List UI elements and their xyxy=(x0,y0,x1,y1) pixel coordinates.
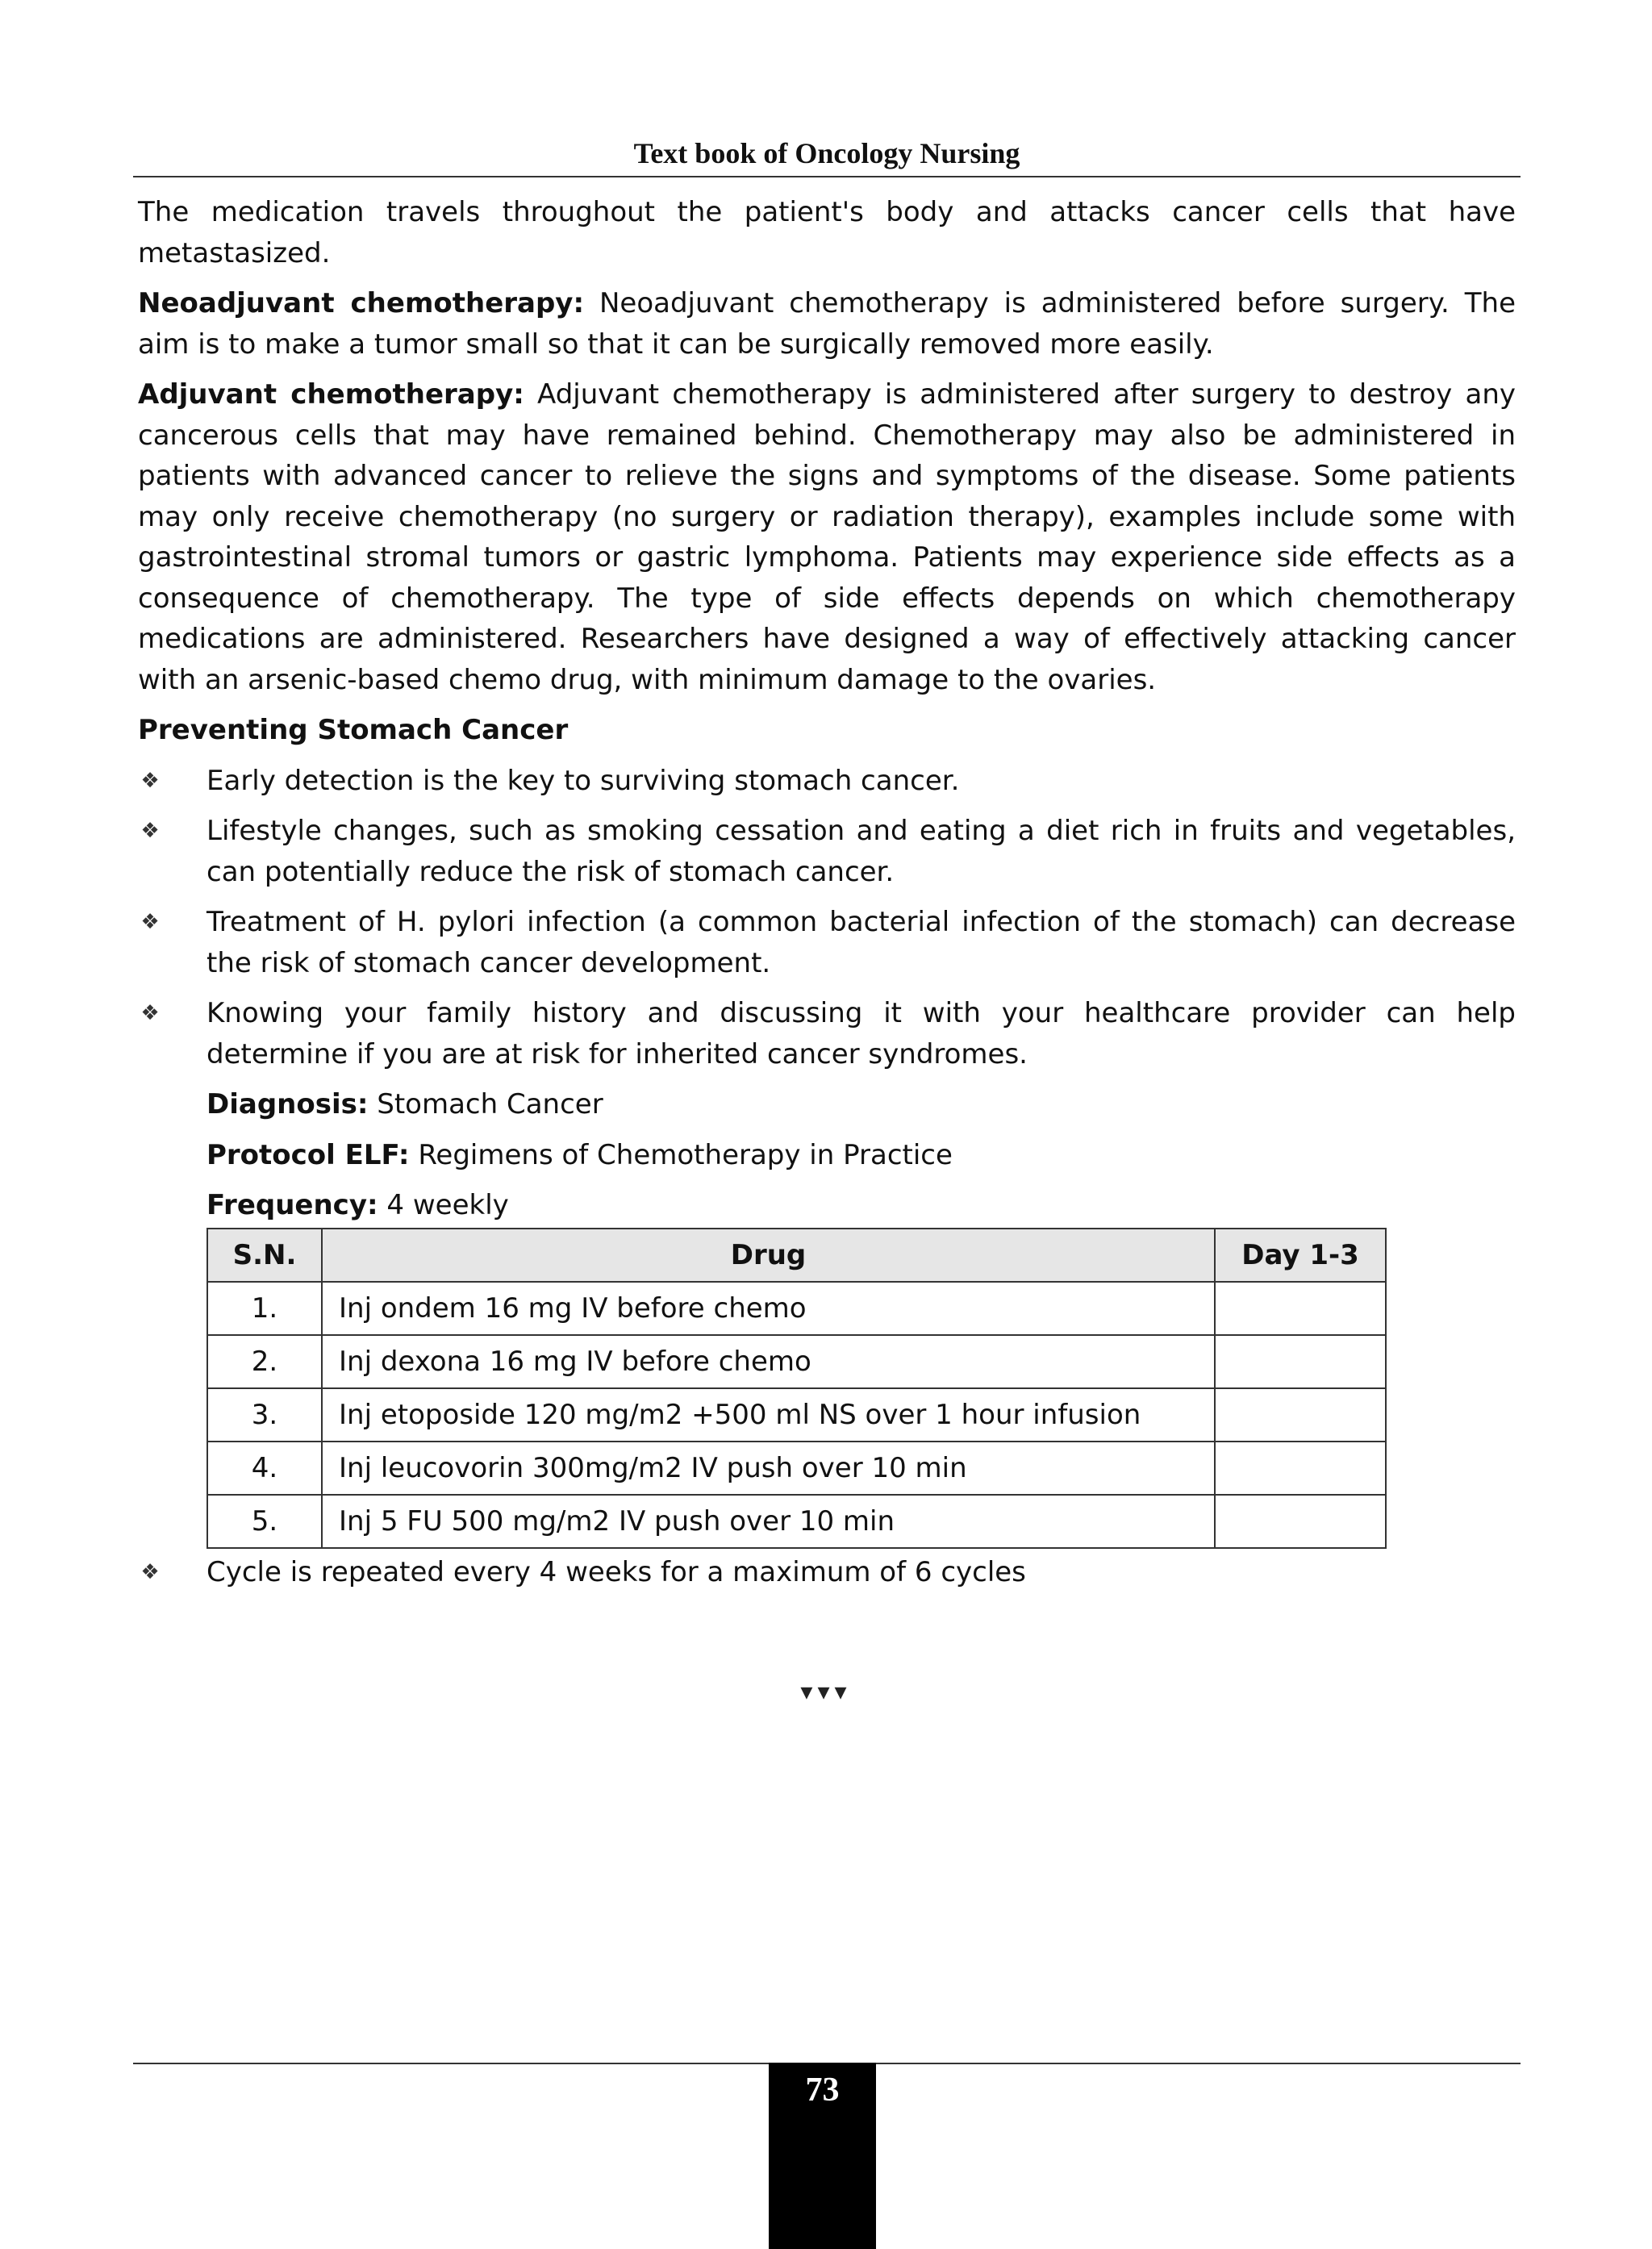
protocol-value: Regimens of Chemotherapy in Practice xyxy=(409,1138,953,1171)
column-header-sn: S.N. xyxy=(207,1229,322,1282)
row-day xyxy=(1215,1442,1386,1495)
intro-paragraph: The medication travels throughout the patient's body and attacks cancer cells that have metastasized. xyxy=(138,196,1516,269)
row-drug: Inj ondem 16 mg IV before chemo xyxy=(322,1282,1215,1335)
row-sn: 1. xyxy=(207,1282,322,1335)
row-sn: 5. xyxy=(207,1495,322,1548)
diamond-bullet-icon: ❖ xyxy=(140,819,160,843)
row-day xyxy=(1215,1335,1386,1388)
section-heading: Preventing Stomach Cancer xyxy=(138,714,569,746)
row-day xyxy=(1215,1495,1386,1548)
row-drug: Inj leucovorin 300mg/m2 IV push over 10 min xyxy=(322,1442,1215,1495)
list-item: ❖ Cycle is repeated every 4 weeks for a maximum of 6 cycles xyxy=(138,1552,1516,1593)
diagnosis-label: Diagnosis: xyxy=(206,1088,369,1120)
row-sn: 2. xyxy=(207,1335,322,1388)
row-drug: Inj 5 FU 500 mg/m2 IV push over 10 min xyxy=(322,1495,1215,1548)
frequency-value: 4 weekly xyxy=(378,1189,509,1221)
table-header-row xyxy=(207,1229,1386,1282)
neoadjuvant-paragraph xyxy=(138,283,1516,365)
page-number: 73 xyxy=(769,2063,876,2249)
row-sn: 4. xyxy=(207,1442,322,1495)
list-item: ❖ Knowing your family history and discussing it with your healthcare provider can help determine if you are at risk for inherited cancer syndromes. xyxy=(138,993,1516,1074)
frequency-label: Frequency: xyxy=(206,1189,378,1221)
adjuvant-definition: Adjuvant chemotherapy is administered after surgery to destroy any cancerous cells that may have remained behind. Chemotherapy may also be administered in patients with advanced cancer to relieve the signs and symptoms of the disease. Some patients may only receive chemotherapy (no surgery or radiation therapy), examples include some with gastrointestinal stromal tumors or gastric lymphoma. Patients may experience side effects as a consequence of chemotherapy. The type of side effects depends on which chemotherapy medications are administered. Researchers have designed a way of effectively attacking cancer with an arsenic-based chemo drug, with minimum damage to the ovaries. xyxy=(138,378,1516,696)
table-row xyxy=(207,1282,1386,1335)
end-of-chapter-mark: ▾▾▾ xyxy=(800,1678,852,1706)
neoadjuvant-definition: Neoadjuvant chemotherapy is administered before surgery. The aim is to make a tumor small so that it can be surgically removed more easily. xyxy=(138,287,1516,361)
page-content xyxy=(138,192,1516,1602)
diamond-bullet-icon: ❖ xyxy=(140,1559,160,1584)
diamond-bullet-icon: ❖ xyxy=(140,768,160,793)
diagnosis-line xyxy=(138,1084,1516,1125)
row-drug: Inj etoposide 120 mg/m2 +500 ml NS over 1 hour infusion xyxy=(322,1388,1215,1442)
neoadjuvant-term: Neoadjuvant chemotherapy: xyxy=(138,287,585,319)
adjuvant-term: Adjuvant chemotherapy: xyxy=(138,378,524,411)
row-sn: 3. xyxy=(207,1388,322,1442)
row-day xyxy=(1215,1388,1386,1442)
list-item: ❖ Lifestyle changes, such as smoking cessation and eating a diet rich in fruits and vegetables, can potentially reduce the risk of stomach cancer. xyxy=(138,811,1516,892)
prevention-list xyxy=(138,761,1516,1075)
list-item: ❖ Treatment of H. pylori infection (a common bacterial infection of the stomach) can decrease the risk of stomach cancer development. xyxy=(138,902,1516,983)
cycle-list xyxy=(138,1552,1516,1593)
diamond-bullet-icon: ❖ xyxy=(140,1001,160,1025)
diagnosis-value: Stomach Cancer xyxy=(368,1088,603,1120)
table-row xyxy=(207,1335,1386,1388)
drug-table xyxy=(206,1228,1387,1549)
frequency-line xyxy=(138,1185,1516,1226)
diamond-bullet-icon: ❖ xyxy=(140,910,160,934)
table-row xyxy=(207,1388,1386,1442)
protocol-line xyxy=(138,1135,1516,1176)
protocol-label: Protocol ELF: xyxy=(206,1138,410,1171)
table-row xyxy=(207,1495,1386,1548)
table-row xyxy=(207,1442,1386,1495)
header-divider xyxy=(133,176,1521,177)
adjuvant-paragraph xyxy=(138,374,1516,700)
row-day xyxy=(1215,1282,1386,1335)
row-drug: Inj dexona 16 mg IV before chemo xyxy=(322,1335,1215,1388)
list-item: ❖ Early detection is the key to surviving stomach cancer. xyxy=(138,761,1516,802)
column-header-drug: Drug xyxy=(322,1229,1215,1282)
running-header: Text book of Oncology Nursing xyxy=(633,137,1020,169)
column-header-day: Day 1-3 xyxy=(1215,1229,1386,1282)
